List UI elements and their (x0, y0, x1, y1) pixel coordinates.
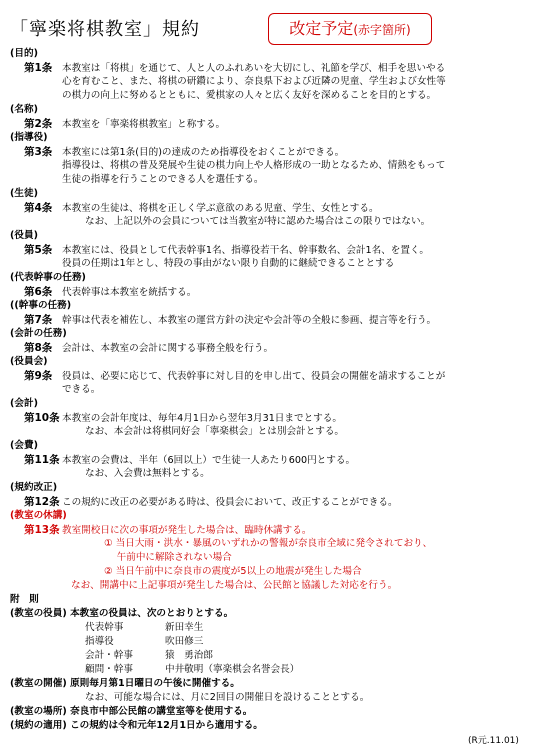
line-text: (会費) (10, 440, 38, 451)
line-text: 本教室の会計年度は、毎年4月1日から翌年3月31日までとする。 (62, 413, 342, 424)
officer-name: 中井敬明（寧楽棋会名誉会長） (165, 664, 300, 675)
line-text: (役員) (10, 230, 38, 241)
text-line (8, 215, 548, 229)
article-line (8, 313, 548, 327)
section-heading (8, 705, 548, 719)
article-number: 第7条 (24, 314, 53, 326)
line-text: ② 当日午前中に奈良市の震度が5以上の地震が発生した場合 (104, 566, 362, 577)
line-text: なお、上記以外の会員については当教室が特に認めた場合はこの限りではない。 (85, 216, 431, 227)
line-text: 幹事は代表を補佐し、本教室の運営方針の決定や会計等の全般に参画、提言等を行う。 (62, 315, 437, 326)
line-text: ① 当日大雨・洪水・暴風のいずれかの警報が奈良市全域に発令されており、 (104, 538, 433, 549)
line-text: の棋力の向上に努めるとともに、愛棋家の人々と広く友好を深めることを目的とする。 (62, 90, 437, 101)
line-text: (役員会) (10, 356, 48, 367)
version-label: (R元.11.01) (468, 736, 519, 746)
text-line (8, 89, 548, 103)
officer-role: 顧問・幹事 (85, 664, 133, 675)
officer-role: 会計・幹事 (85, 650, 133, 661)
section-heading (8, 131, 548, 145)
text-line (8, 159, 548, 173)
line-text: 役員は、必要に応じて、代表幹事に対し目的を申し出て、役員会の開催を請求することが (62, 371, 446, 382)
line-text: なお、可能な場合には、月に2回目の開催日を設けることとする。 (85, 692, 370, 703)
article-line (8, 495, 548, 509)
section-heading (8, 509, 548, 523)
line-text: 本教室は「将棋」を通じて、人と人のふれあいを大切にし、礼節を学び、相手を思いやる (62, 63, 446, 74)
text-line (8, 467, 548, 481)
document-body (8, 47, 548, 733)
line-text: 指導役は、将棋の普及発展や生徒の棋力向上や人格形成の一助となるため、情熱をもって (62, 160, 446, 171)
section-heading (8, 271, 548, 285)
line-text: 心を育むこと、また、将棋の研鑽により、奈良県下および近隣の児童、学生および女性等 (62, 76, 446, 87)
line-text: できる。 (62, 384, 101, 395)
article-number: 第1条 (24, 62, 53, 74)
article-line (8, 411, 548, 425)
line-text: 本教室には、役員として代表幹事1名、指導役若干名、幹事数名、会計1名、を置く。 (62, 245, 429, 256)
revision-stamp (268, 13, 432, 45)
article-line (8, 201, 548, 215)
line-text: なお、開講中に上記事項が発生した場合は、公民館と協議した対応を行う。 (71, 580, 398, 591)
line-text: (教室の休講) (10, 510, 67, 521)
section-heading (8, 327, 548, 341)
line-text: 本教室には第1条(目的)の達成のため指導役をおくことができる。 (62, 147, 345, 158)
article-number: 第3条 (24, 146, 53, 158)
line-text: 生徒の指導を行うことのできる人を選任する。 (62, 174, 264, 185)
officer-role: 代表幹事 (85, 622, 124, 633)
line-text: 本教室の会費は、半年（6回以上）で生徒一人あたり600円とする。 (62, 455, 356, 466)
line-text: なお、本会計は将棋同好会「寧楽棋会」とは別会計とする。 (85, 426, 345, 437)
article-number: 第13条 (24, 524, 60, 536)
line-text: (会計の任務) (10, 328, 67, 339)
line-text: 午前中に解除されない場合 (104, 552, 232, 563)
line-text: 代表幹事は本教室を統括する。 (62, 287, 197, 298)
text-line (8, 425, 548, 439)
article-line (8, 523, 548, 537)
officer-name: 新田幸生 (165, 622, 204, 633)
text-line (8, 663, 548, 677)
officer-role: 指導役 (85, 636, 114, 647)
line-text: 本教室を「寧楽将棋教室」と称する。 (62, 119, 226, 130)
line-text: (会計) (10, 398, 38, 409)
section-heading (8, 677, 548, 691)
text-line (8, 691, 548, 705)
article-line (8, 117, 548, 131)
line-text: (規約改正) (10, 482, 58, 493)
section-heading (8, 299, 548, 313)
text-line (8, 173, 548, 187)
stamp-main: 改定予定 (289, 19, 354, 38)
line-text: (教室の開催) 原則毎月第1日曜日の午後に開催する。 (10, 678, 240, 689)
section-heading (8, 481, 548, 495)
article-number: 第9条 (24, 370, 53, 382)
article-number: 第6条 (24, 286, 53, 298)
line-text: この規約に改正の必要がある時は、役員会において、改正することができる。 (62, 497, 398, 508)
article-line (8, 341, 548, 355)
line-text: (教室の場所) 奈良市中部公民館の講堂室等を使用する。 (10, 706, 253, 717)
article-line (8, 453, 548, 467)
text-line (8, 635, 548, 649)
line-text: 役員の任期は1年とし、特段の事由がない限り自動的に継続できることとする (62, 258, 395, 269)
line-text: 本教室の生徒は、将棋を正しく学ぶ意欲のある児童、学生、女性とする。 (62, 203, 379, 214)
line-text: (代表幹事の任務) (10, 272, 86, 283)
article-number: 第11条 (24, 454, 60, 466)
line-text: ((幹事の任務) (10, 300, 72, 311)
text-line (8, 551, 548, 565)
section-heading (8, 229, 548, 243)
article-line (8, 145, 548, 159)
text-line (8, 565, 548, 579)
section-heading (8, 103, 548, 117)
line-text: (名称) (10, 104, 38, 115)
text-line (8, 579, 548, 593)
article-number: 第2条 (24, 118, 53, 130)
article-line (8, 61, 548, 75)
text-line (8, 649, 548, 663)
section-heading (8, 187, 548, 201)
section-heading (8, 355, 548, 369)
line-text: 会計は、本教室の会計に関する事務全般を行う。 (62, 343, 274, 354)
text-line (8, 257, 548, 271)
section-heading (8, 593, 548, 607)
section-heading (8, 397, 548, 411)
article-number: 第5条 (24, 244, 53, 256)
line-text: 教室開校日に次の事項が発生した場合は、臨時休講する。 (62, 525, 312, 536)
article-line (8, 243, 548, 257)
line-text: (生徒) (10, 188, 38, 199)
article-line (8, 285, 548, 299)
article-number: 第12条 (24, 496, 60, 508)
stamp-sub: (赤字箇所) (353, 23, 411, 37)
article-number: 第4条 (24, 202, 53, 214)
article-number: 第8条 (24, 342, 53, 354)
article-number: 第10条 (24, 412, 60, 424)
line-text: (規約の適用) この規約は令和元年12月1日から適用する。 (10, 720, 263, 731)
line-text: なお、入会費は無料とする。 (85, 468, 210, 479)
officer-name: 吹田修三 (165, 636, 204, 647)
section-heading (8, 439, 548, 453)
text-line (8, 537, 548, 551)
section-heading (8, 719, 548, 733)
line-text: (教室の役員) 本教室の役員は、次のとおりとする。 (10, 608, 234, 619)
text-line (8, 383, 548, 397)
line-text: (指導役) (10, 132, 48, 143)
line-text: 附 則 (10, 594, 39, 605)
text-line (8, 621, 548, 635)
officer-name: 猿 勇治郎 (165, 650, 213, 661)
article-line (8, 369, 548, 383)
document-title: 「寧楽将棋教室」規約 (10, 19, 200, 40)
line-text: (目的) (10, 48, 38, 59)
section-heading (8, 607, 548, 621)
text-line (8, 75, 548, 89)
section-heading (8, 47, 548, 61)
